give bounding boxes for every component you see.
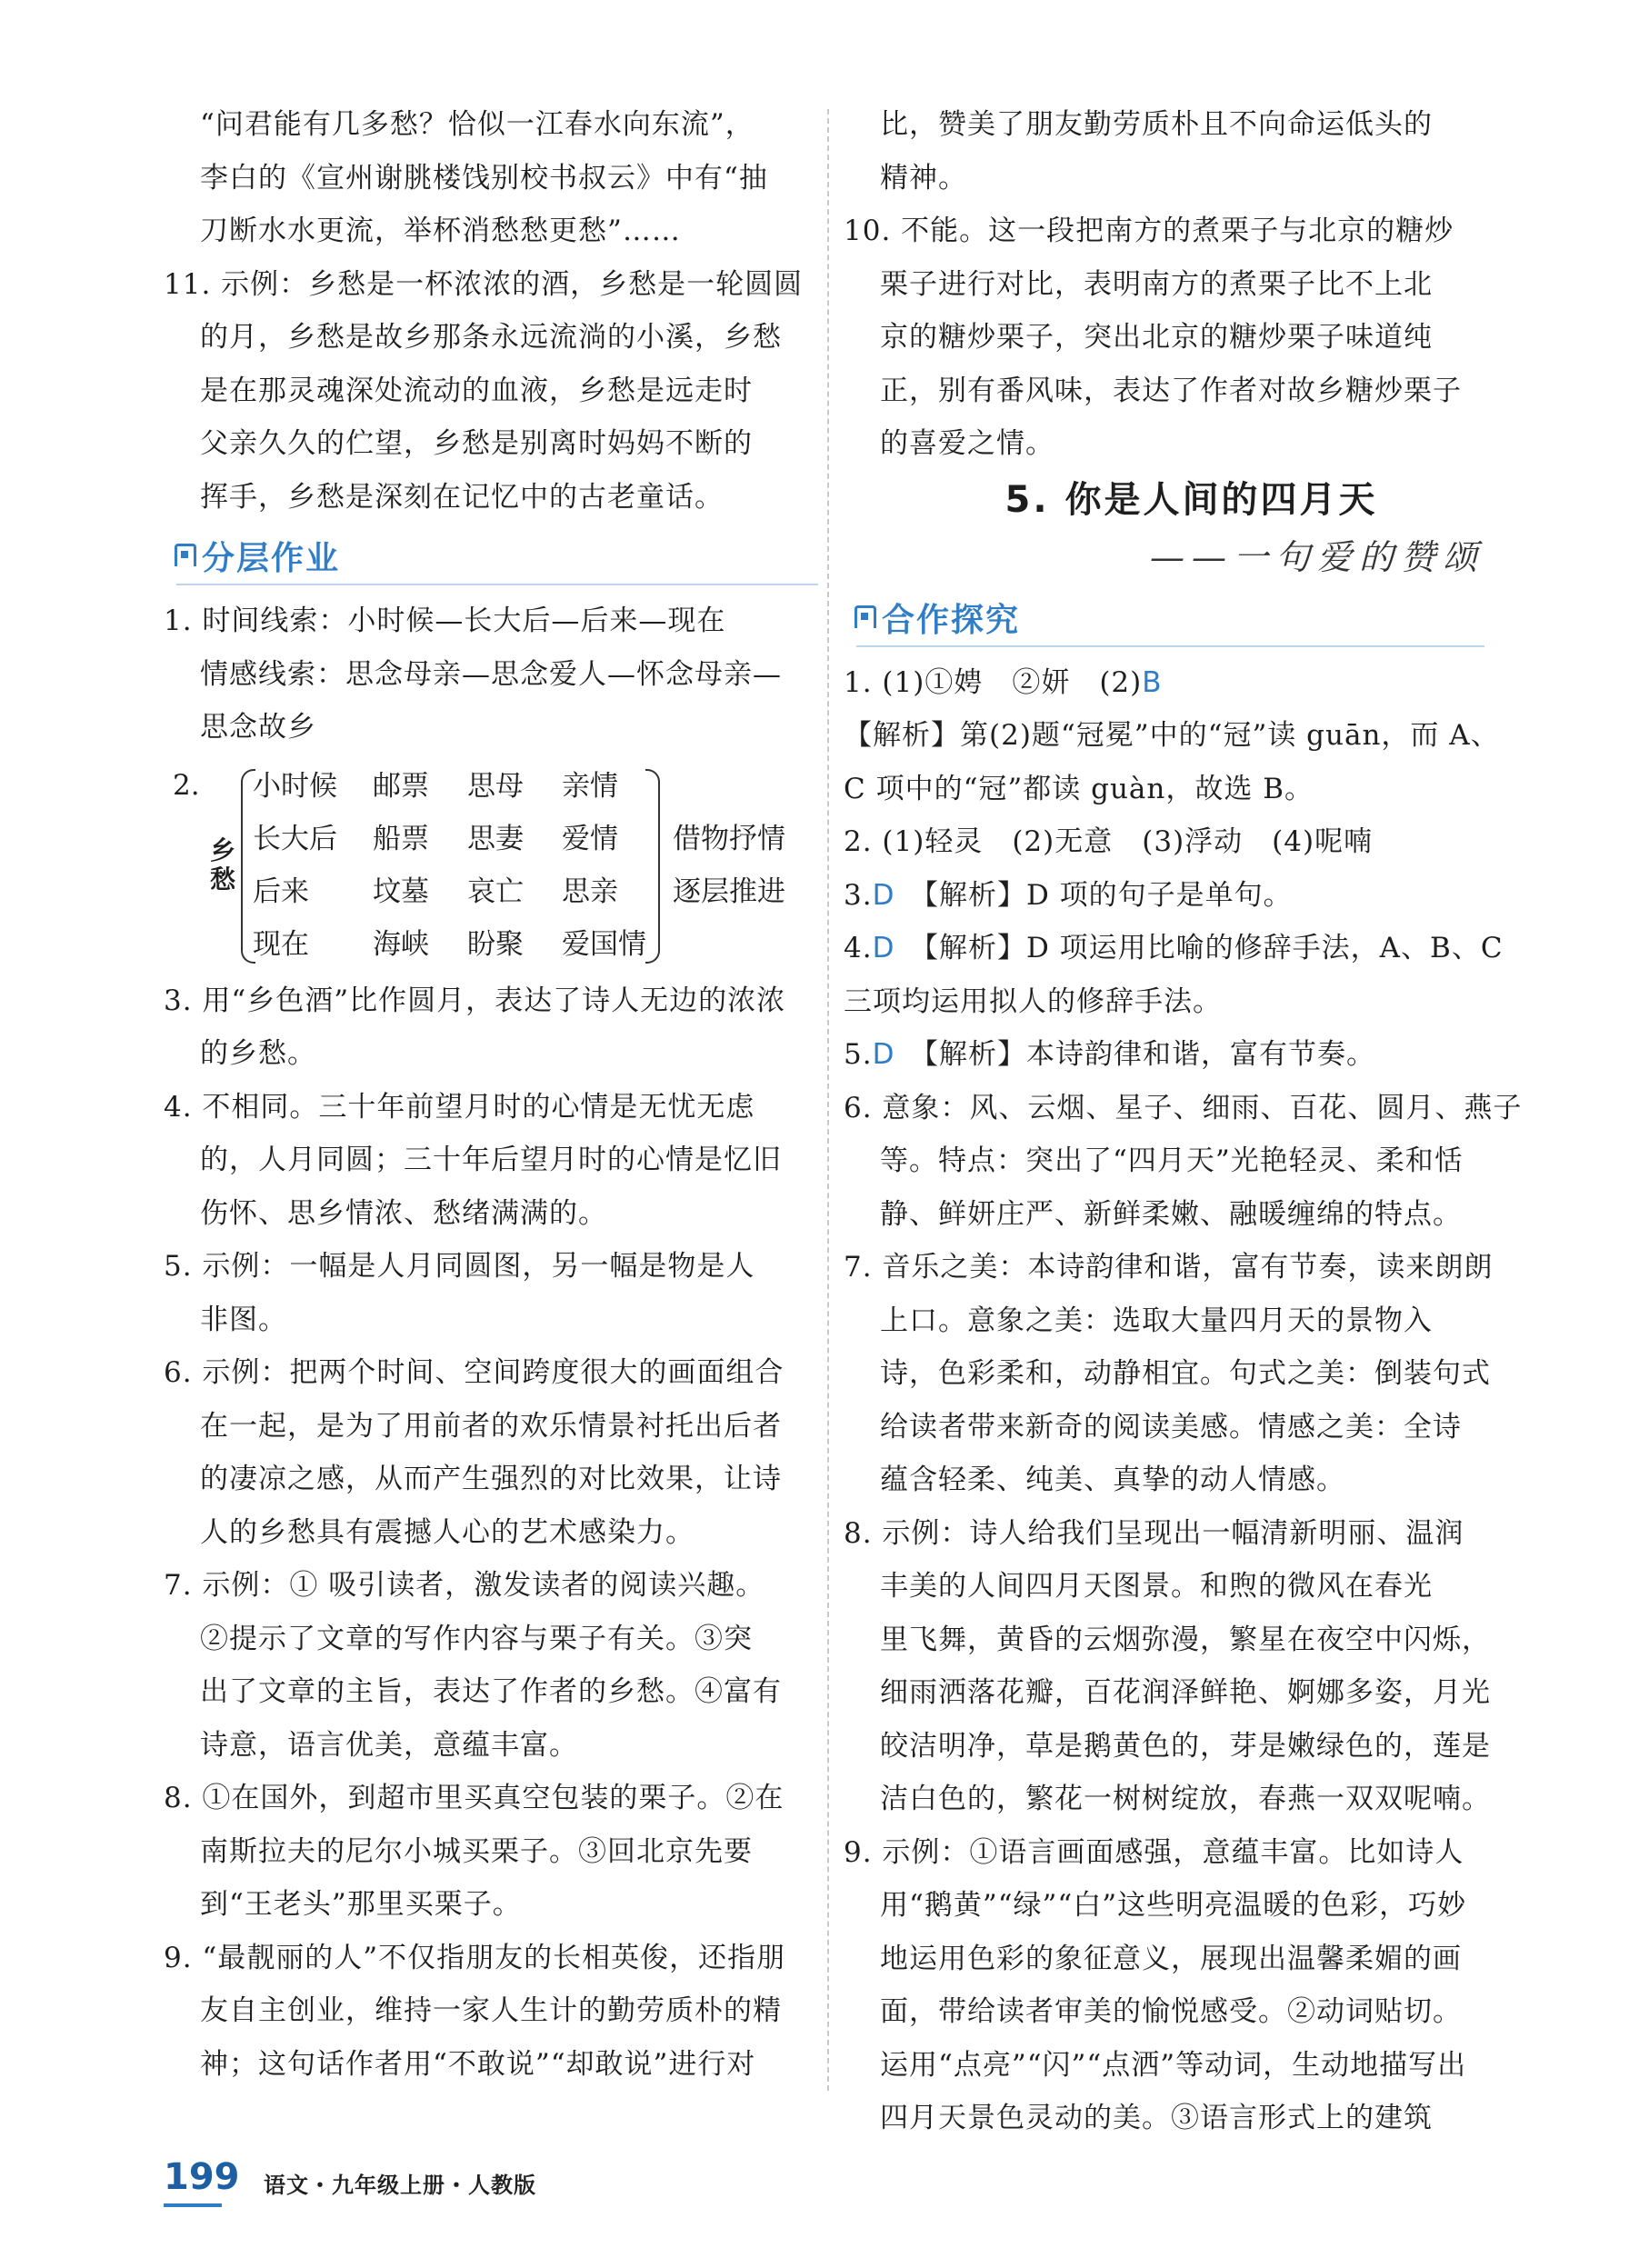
lesson-subtitle: ——一句爱的赞颂 [1149,536,1484,577]
text-line: 的月，乡愁是故乡那条永远流淌的小溪，乡愁 [200,321,782,354]
text-line: 洁白色的，繁花一树树绽放，春燕一双双呢喃。 [880,1783,1491,1815]
table-cell: 船票 [373,822,429,855]
page-number-underline [164,2203,222,2207]
table-row [253,813,656,865]
answer-choice: D [872,878,895,912]
answer-6: 6. 示例：把两个时间、空间跨度很大的画面组合 [164,1356,785,1389]
right-column [844,98,1523,2145]
item-number: 2. [173,768,200,802]
table-cell: 爱情 [562,822,618,855]
table-cell: 盼聚 [467,927,524,961]
text-line: 人的乡愁具有震撼人心的艺术感染力。 [200,1515,695,1549]
answer-3 [844,869,1484,923]
text-line: 上口。意象之美：选取大量四月天的景物入 [880,1304,1433,1337]
text-line: 南斯拉夫的尼尔小城买栗子。③回北京先要 [200,1834,753,1868]
text-line: 出了文章的主旨，表达了作者的乡愁。④富有 [200,1675,782,1708]
text-line: 李白的《宣州谢朓楼饯别校书叔云》中有“抽 [200,161,768,195]
text-line: 的，人月同圆；三十年后望月时的心情是忆旧 [200,1144,782,1176]
book-info: 语文・九年级上册・人教版 [264,2172,536,2198]
answer-3: 3. 用“乡色酒”比作圆月，表达了诗人无边的浓浓 [164,984,786,1017]
answer-6: 6. 意象：风、云烟、星子、细雨、百花、圆月、燕子 [844,1091,1523,1124]
flag-icon [854,605,876,628]
section-title: 合作探究 [882,601,1021,639]
text-line: 非图。 [200,1303,287,1336]
table-cell: 爱国情 [562,927,646,961]
text-line: 到“王老头”那里买栗子。 [200,1888,522,1921]
table-cell: 亲情 [562,769,618,803]
answer-2: 2. (1)轻灵 (2)无意 (3)浮动 (4)呢喃 [844,825,1374,858]
text-line: 的凄凉之感，从而产生强烈的对比效果，让诗 [200,1463,782,1495]
table-cell: 现在 [253,927,309,961]
answer-choice: B [1142,665,1163,699]
text-line: 里飞舞，黄昏的云烟弥漫，繁星在夜空中闪烁， [880,1623,1491,1656]
answer-1: 1. 时间线索：小时候—长大后—后来—现在 [164,604,726,637]
answer-choice: D [872,932,895,964]
analysis-text: 【解析】D 项的句子是单句。 [924,878,1293,912]
answer-9: 9. 示例：①语言画面感强，意蕴丰富。比如诗人 [844,1835,1464,1869]
analysis-line: C 项中的“冠”都读 guàn，故选 B。 [844,772,1314,805]
section-underline [856,645,1484,647]
text-line: 给读者带来新奇的阅读美感。情感之美：全诗 [880,1410,1462,1444]
item-number: 3. [844,878,873,912]
table-cell: 邮票 [373,769,429,803]
answer-9: 9. “最靓丽的人”不仅指朋友的长相英俊，还指朋 [164,1941,786,1974]
table-cell: 长大后 [253,822,337,855]
text-line: 地运用色彩的象征意义，展现出温馨柔媚的画 [880,1942,1462,1975]
analysis-text: 【解析】本诗韵律和谐，富有节奏。 [924,1038,1375,1071]
text-line: 细雨洒落花瓣，百花润泽鲜艳、婀娜多姿，月光 [880,1676,1491,1709]
answer-8: 8. 示例：诗人给我们呈现出一幅清新明丽、温润 [844,1516,1464,1550]
text-line: 的乡愁。 [200,1037,316,1070]
text-line: 父亲久久的伫望，乡愁是别离时妈妈不断的 [200,427,753,460]
text-line: ②提示了文章的写作内容与栗子有关。③突 [200,1622,753,1655]
section-heading-cooperative-inquiry [844,589,1484,653]
right-brace [645,769,660,964]
text-line: 蕴含轻柔、纯美、真挚的动人情感。 [880,1464,1345,1496]
section-underline [176,584,818,585]
table-cell: 思妻 [467,822,524,855]
analysis-line: 【解析】第(2)题“冠冕”中的“冠”读 guān，而 A、 [844,719,1500,752]
lesson-title: 5. 你是人间的四月天 [1004,478,1378,521]
text-line: 正，别有番风味，表达了作者对故乡糖炒栗子 [880,374,1462,407]
text-line: 在一起，是为了用前者的欢乐情景衬托出后者 [200,1409,782,1443]
table-cell: 海峡 [373,927,429,961]
item-number: 5. [844,1038,873,1071]
text-line: 四月天景色灵动的美。③语言形式上的建筑 [880,2102,1433,2134]
answer-2-table [164,760,818,971]
answer-4 [844,922,1504,975]
section-title: 分层作业 [202,540,341,577]
section-heading-layered-homework [164,527,818,591]
side-label: 乡愁 [209,834,235,894]
text-line: 的喜爱之情。 [880,427,1054,460]
text-line: 用“鹅黄”“绿”“白”这些明亮温暖的色彩，巧妙 [880,1889,1467,1922]
answer-4: 4. 不相同。三十年前望月时的心情是无忧无虑 [164,1090,755,1124]
text-line: 伤怀、思乡情浓、愁绪满满的。 [200,1196,607,1230]
answer-7: 7. 音乐之美：本诗韵律和谐，富有节奏，读来朗朗 [844,1251,1494,1284]
answer-5: 5. 示例：一幅是人月同圆图，另一幅是物是人 [164,1250,755,1283]
column-divider [827,109,829,2091]
text-line: 诗，色彩柔和，动静相宜。句式之美：倒装句式 [880,1357,1491,1390]
text-line: 情感线索：思念母亲—思念爱人—怀念母亲— [200,657,782,691]
table-cell: 哀亡 [467,874,524,908]
text-line: 是在那灵魂深处流动的血液，乡愁是远走时 [200,374,753,407]
text-line: 京的糖炒栗子，突出北京的糖炒栗子味道纯 [880,321,1433,354]
table-cell: 思母 [467,769,524,803]
text-line: 等。特点：突出了“四月天”光艳轻灵、柔和恬 [880,1144,1464,1177]
answer-7: 7. 示例：① 吸引读者，激发读者的阅读兴趣。 [164,1569,765,1602]
text-line: 刀断水水更流，举杯消愁愁更愁”…… [200,215,681,247]
answer-10: 10. 不能。这一段把南方的煮栗子与北京的糖炒 [844,215,1454,247]
table-cell: 小时候 [253,769,337,803]
table-row [253,760,656,813]
answer-5 [844,1028,1484,1082]
answer-11: 11. 示例：乡愁是一杯浓浓的酒，乡愁是一轮圆圆 [164,267,804,301]
text-line: 运用“点亮”“闪”“点洒”等动词，生动地描写出 [880,2048,1467,2082]
answer-choice: D [872,1038,895,1071]
text-line: 栗子进行对比，表明南方的煮栗子比不上北 [880,267,1433,301]
text-line: 静、鲜妍庄严、新鲜柔嫩、融暖缠绵的特点。 [880,1197,1462,1231]
text-line: 面，带给读者审美的愉悦感受。②动词贴切。 [880,1995,1462,2028]
text-line: 皎洁明净，草是鹅黄色的，芽是嫩绿色的，莲是 [880,1729,1491,1763]
table-row [253,918,656,971]
text-line: 友自主创业，维持一家人生计的勤劳质朴的精 [200,1994,782,2027]
text-line: 精神。 [880,161,967,195]
item-number: 4. [844,932,873,964]
answer-8: 8. ①在国外，到超市里买真空包装的栗子。②在 [164,1782,785,1814]
text-line: 丰美的人间四月天图景。和煦的微风在春光 [880,1570,1433,1603]
page-number: 199 [164,2156,240,2198]
text-line: 思念故乡 [200,711,316,744]
table-row [253,865,656,918]
text-line: 三项均运用拟人的修辞手法。 [844,984,1222,1018]
text-line: 比，赞美了朋友勤劳质朴且不向命运低头的 [880,108,1433,141]
text-line: 诗意，语言优美，意蕴丰富。 [200,1728,578,1762]
text-line: 神；这句话作者用“不敢说”“却敢说”进行对 [200,2047,756,2081]
analysis-text: 【解析】D 项运用比喻的修辞手法，A、B、C [924,932,1504,964]
left-column [164,98,818,2091]
flag-icon [175,544,196,566]
right-label: 逐层推进 [673,874,785,908]
answer-text: 1. (1)①娉 ②妍 (2) [844,665,1143,699]
text-line: “问君能有几多愁？恰似一江春水向东流”， [200,108,755,141]
right-label: 借物抒情 [673,822,785,855]
answer-1 [844,656,1484,710]
text-line: 挥手，乡愁是深刻在记忆中的古老童话。 [200,480,724,514]
table-cell: 思亲 [562,874,618,908]
table-cell: 坟墓 [373,874,429,908]
table-cell: 后来 [253,874,309,908]
